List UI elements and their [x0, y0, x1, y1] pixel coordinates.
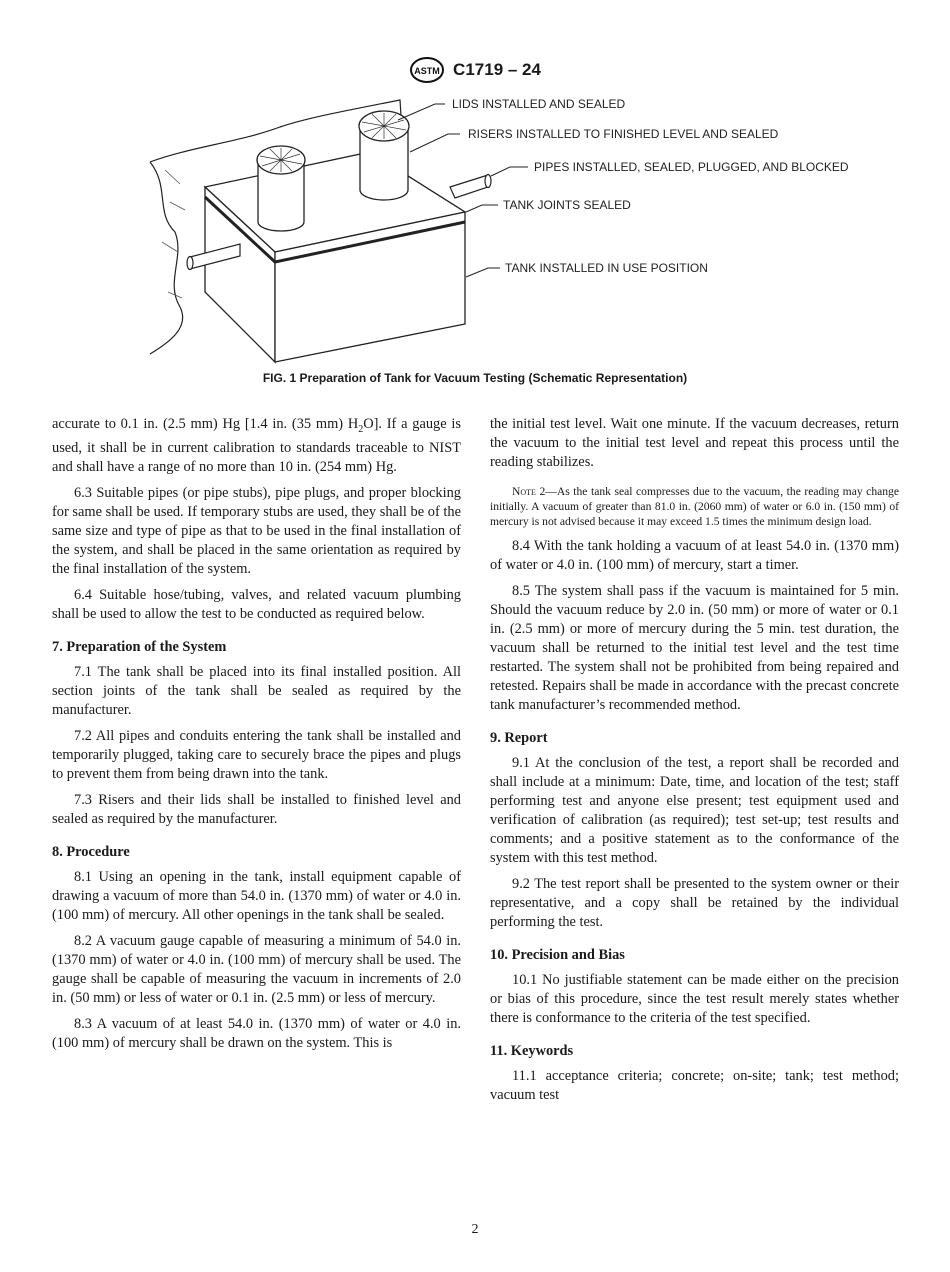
document-designation: C1719 – 24: [453, 60, 541, 79]
page-number: 2: [471, 1222, 479, 1237]
heading-7: 7. Preparation of the System: [52, 638, 227, 655]
label-tank-position: TANK INSTALLED IN USE POSITION: [505, 261, 708, 275]
right-pipe: [450, 175, 488, 198]
section-7-3: 7.3 Risers and their lids shall be installed to finished level and sealed as required by the manufacturer.: [52, 791, 461, 827]
heading-10: 10. Precision and Bias: [490, 947, 625, 963]
label-pipes: PIPES INSTALLED, SEALED, PLUGGED, AND BLOCKED: [534, 160, 849, 174]
section-8-1: 8.1 Using an opening in the tank, install equipment capable of drawing a vacuum of more than 54.0 in. (1370 mm) of water or 4.0 in. (100 mm) of mercury. All other openings in the tank shall be sealed.: [52, 868, 461, 923]
label-tank-joints: TANK JOINTS SEALED: [503, 198, 631, 212]
section-8-5: 8.5 The system shall pass if the vacuum is maintained for 5 min. Should the vacuum reduce by 2.0 in. (50 mm) or more of water or 0.1 in. (2.5 mm) or more of mercury during the 5 min. test duration, the vacuum shall be returned to the initial test level and the test time restarted. The system shall not be prohibited from being repaired and retested. Repairs shall be made in accordance with the precast concrete tank manufacturer’s recommended method.: [490, 583, 899, 713]
ground-outline-left: [150, 162, 183, 354]
section-8-3: 8.3 A vacuum of at least 54.0 in. (1370 mm) of water or 4.0 in. (100 mm) of mercury shall be drawn on the system. This is: [52, 1015, 461, 1051]
right-column: [490, 415, 899, 1112]
left-column: [52, 415, 461, 1060]
figure-caption: FIG. 1 Preparation of Tank for Vacuum Testing (Schematic Representation): [262, 371, 688, 385]
section-9-1: 9.1 At the conclusion of the test, a report shall be recorded and shall include at a minimum: Date, time, and location of the test; staff performing test and anyone else present; test equipment used and verification of calibration (as required); test set-up; test results and comments; and a positive statement as to the conformance of the system with this test method.: [490, 755, 899, 866]
label-risers: RISERS INSTALLED TO FINISHED LEVEL AND SEALED: [468, 127, 779, 141]
paragraph-continued: accurate to 0.1 in. (2.5 mm) Hg [1.4 in. (35 mm) $H_2O$]. If a gauge is used, it shall be in current calibration to standards traceable to NIST and shall have a range of no more than 10 in. (254 mm) Hg.: [52, 416, 462, 475]
section-6-4: 6.4 Suitable hose/tubing, valves, and related vacuum plumbing shall be used to allow the test to be conducted as required below.: [52, 586, 461, 622]
section-6-3: 6.3 Suitable pipes (or pipe stubs), pipe plugs, and proper blocking for same shall be used. If temporary stubs are used, they shall be of the same size and type of pipe as that to be used in the final installation of the system, and shall be placed in the same orientation as required by the final installation of the system.: [52, 484, 461, 577]
astm-logo-icon: [409, 56, 445, 84]
section-9-2: 9.2 The test report shall be presented to the system owner or their representative, and a copy shall be retained by the individual performing the test.: [490, 876, 899, 930]
section-11-1: 11.1 acceptance criteria; concrete; on-site; tank; test method; vacuum test: [490, 1068, 899, 1103]
paragraph-continued-right: the initial test level. Wait one minute. If the vacuum decreases, return the vacuum to the initial test level and repeat this process until the reading stabilizes.: [490, 416, 899, 470]
section-8-4: 8.4 With the tank holding a vacuum of at least 54.0 in. (1370 mm) of water or 4.0 in. (100 mm) of mercury, start a timer.: [490, 538, 899, 573]
section-8-2: 8.2 A vacuum gauge capable of measuring a minimum of 54.0 in. (1370 mm) of water or 4.0 in. (100 mm) of mercury shall be used. The gauge shall be capable of measuring the vacuum in increments of 2.0 in. (50 mm) or less of water or 0.1 in. (2.5 mm) or less of mercury.: [52, 932, 461, 1006]
heading-9: 9. Report: [490, 730, 548, 746]
page-header: [0, 56, 950, 89]
section-10-1: 10.1 No justifiable statement can be made either on the precision or bias of this procedure, since the test result merely states whether there is conformance to the criteria of the test specified.: [490, 972, 899, 1026]
heading-8: 8. Procedure: [52, 843, 130, 860]
note-2: Note 2—As the tank seal compresses due to the vacuum, the reading may change initially. A vacuum of greater than 81.0 in. (2060 mm) of water or 6.0 in. (150 mm) of mercury is not advised because it may exceed 1.5 times the minimum design load.: [490, 485, 900, 528]
section-7-2: 7.2 All pipes and conduits entering the tank shall be installed and temporarily plugged, taking care to securely brace the pipes and plugs to prevent them from being drawn into the tank.: [52, 727, 461, 782]
tank-schematic-figure: [110, 92, 870, 372]
heading-11: 11. Keywords: [490, 1043, 574, 1059]
svg-text:ASTM: ASTM: [414, 66, 440, 76]
label-lids: LIDS INSTALLED AND SEALED: [452, 97, 626, 111]
section-7-1: 7.1 The tank shall be placed into its final installed position. All section joints of the tank shall be sealed as required by the manufacturer.: [52, 663, 461, 718]
